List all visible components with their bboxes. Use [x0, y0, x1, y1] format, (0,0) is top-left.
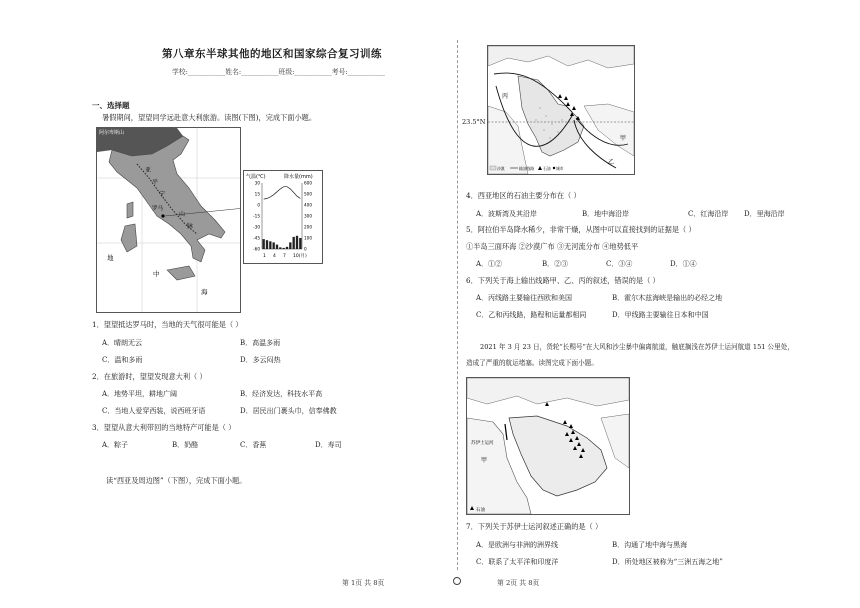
q4-stem: 4．西亚地区的石油主要分布在（ ）	[466, 191, 581, 200]
q1-option-d[interactable]: D．多云闷热	[240, 356, 281, 364]
q2-option-c[interactable]: C．当地人爱穿西装，说西班牙语	[102, 407, 206, 415]
q7-option-b[interactable]: B．沟通了地中海与黑海	[612, 541, 688, 549]
temp-tick-label: -45	[253, 235, 260, 241]
precip-tick-label: 500	[304, 191, 312, 197]
q1-stem: 1．望望抵达罗马时，当地的天气很可能是（ ）	[92, 320, 243, 329]
temp-tick-label: -30	[253, 224, 260, 230]
q6-option-c[interactable]: C．乙和丙线路，路程和运量都相同	[476, 311, 587, 319]
q2-option-b[interactable]: B．经济发达，科技水平高	[240, 390, 323, 398]
precip-bar	[286, 247, 288, 249]
q5-statements: ①半岛三面环海 ②沙漠广布 ③无河流分布 ④地势低平	[466, 242, 639, 251]
precip-bar	[266, 240, 268, 249]
precip-tick-label: 300	[304, 213, 312, 219]
month-label: 7	[283, 254, 286, 259]
q5-option-b[interactable]: B．②③	[542, 260, 569, 268]
label-hai: 海	[201, 288, 208, 296]
italy-map	[96, 127, 241, 313]
temp-tick-label: 0	[257, 202, 260, 208]
label-ping: 平	[152, 179, 159, 186]
legend-desert: 沙漠	[497, 166, 505, 171]
legend-oil-route: 输油线路	[519, 166, 535, 171]
label-ning: 宁	[159, 191, 166, 198]
lat-label: 23.5°N	[462, 118, 486, 126]
q5-option-a[interactable]: A．①②	[476, 260, 503, 268]
q7-option-a[interactable]: A．是欧洲与非洲的洲界线	[476, 541, 559, 549]
q5-stem: 5．阿拉伯半岛降水稀少，非常干燥，从图中可以直接找到的证据是（ ）	[466, 225, 696, 234]
route-label-yi: 乙	[608, 159, 615, 166]
temperature-curve	[264, 187, 301, 199]
westasia-map	[487, 45, 635, 175]
temp-tick-label: 30	[254, 180, 260, 186]
q2-stem: 2．在旅游时，望望发现意大利（ ）	[92, 372, 207, 381]
precip-tick-label: 600	[304, 180, 312, 186]
q7-option-d[interactable]: D．所处地区被称为“三洲五海之地”	[612, 558, 723, 566]
route-label-bing: 丙	[502, 93, 509, 100]
precip-bar	[263, 239, 265, 249]
q3-option-b[interactable]: B．奶酪	[172, 441, 199, 449]
temp-tick-label: -60	[253, 246, 260, 252]
precip-bar	[273, 242, 275, 249]
legend-oil: 石油	[543, 166, 551, 171]
q5-option-c[interactable]: C．③④	[606, 260, 633, 268]
label-shan: 山	[179, 211, 186, 218]
precip-tick-label: 0	[304, 246, 307, 252]
temp-axis-label: 气温(℃)	[246, 174, 266, 180]
precip-tick-label: 100	[304, 235, 312, 241]
q3-stem: 3．望望从意大利带回的当地特产可能是（ ）	[92, 423, 236, 432]
intro-westasia: 读“西亚及周边图”（下图），完成下面小题。	[106, 476, 247, 485]
precip-bar	[279, 247, 281, 249]
q3-option-c[interactable]: C．香蕉	[240, 441, 267, 449]
label-jia: 甲	[481, 457, 488, 464]
label-zhong: 中	[153, 270, 160, 278]
q4-option-d[interactable]: D．里海沿岸	[744, 210, 785, 218]
precip-tick-label: 200	[304, 224, 312, 230]
suez-map	[466, 377, 630, 515]
footer-page-left: 第 1页 共 8页	[342, 579, 385, 587]
q3-option-d[interactable]: D．寿司	[315, 441, 342, 449]
temp-tick-label: 15	[254, 191, 260, 197]
climate-chart-graphic	[244, 171, 322, 263]
month-label: 1	[263, 254, 266, 259]
precip-bar	[293, 237, 295, 249]
precip-bar	[299, 238, 301, 249]
intro-suez-line2: 造成了严重的航运堵塞。读图完成下面小题。	[466, 359, 598, 367]
legend-city: 城市	[556, 166, 564, 171]
page-title: 第八章东半球其他的地区和国家综合复习训练	[162, 48, 382, 60]
precip-axis-label: 降水量(mm)	[284, 174, 313, 180]
q2-option-a[interactable]: A．地势平坦，耕地广阔	[102, 390, 178, 398]
intro-italy: 暑假期间，望望同学远赴意大利旅游。读图(下图)，完成下面小题。	[102, 113, 317, 122]
westasia-map-graphic	[488, 46, 634, 174]
intro-suez-line1: 2021 年 3 月 23 日，货轮“长赐号”在大风和沙尘暴中偏离航道，触底搁浅在苏伊士运河航道 151 公里处，	[480, 343, 794, 351]
month-label: 10(月)	[293, 254, 307, 259]
q4-option-a[interactable]: A．波斯湾及其沿岸	[476, 210, 538, 218]
student-info-line: 学校:___________姓名:___________班级:___________考号:___________	[172, 68, 386, 76]
italy-map-graphic	[97, 128, 240, 312]
q7-stem: 7．下列关于苏伊士运河叙述正确的是（ ）	[466, 522, 603, 531]
label-alps: 阿尔卑斯山	[99, 130, 125, 136]
suez-map-graphic	[467, 378, 629, 514]
q2-option-d[interactable]: D．居民出门裹头巾，信奉佛教	[240, 407, 337, 415]
label-mai: 脉	[187, 223, 194, 230]
footer-page-right: 第 2页 共 8页	[497, 579, 540, 587]
month-label: 4	[273, 254, 276, 259]
rome-city-marker	[161, 214, 164, 217]
q1-option-c[interactable]: C．温和多雨	[102, 356, 143, 364]
label-di: 地	[107, 254, 114, 262]
q4-option-c[interactable]: C．红海沿岸	[688, 210, 729, 218]
precip-bar	[296, 236, 298, 249]
q6-stem: 6．下列关于海上输出线路甲、乙、丙的叙述，错误的是（ ）	[466, 276, 660, 285]
precip-bar	[276, 245, 278, 249]
q7-option-c[interactable]: C．联系了太平洋和印度洋	[476, 558, 559, 566]
q6-option-d[interactable]: D．甲线路主要输往日本和中国	[612, 311, 709, 319]
section-heading: 一、选择题	[92, 101, 130, 110]
binding-hole-icon	[453, 577, 461, 585]
q6-option-a[interactable]: A．丙线路主要输往西欧和美国	[476, 294, 573, 302]
precip-bar	[289, 242, 291, 249]
label-suez-canal: 苏伊士运河	[471, 441, 494, 446]
q6-option-b[interactable]: B．霍尔木兹海峡是输出的必经之地	[612, 294, 723, 302]
q5-option-d[interactable]: D．①④	[670, 260, 697, 268]
legend-oil-suez: 石油	[476, 508, 485, 513]
precip-bar	[269, 241, 271, 249]
q3-option-a[interactable]: A．粽子	[102, 441, 129, 449]
route-label-jia: 甲	[620, 135, 627, 142]
precip-bar	[283, 248, 285, 249]
q4-option-b[interactable]: B．地中海沿岸	[582, 210, 630, 218]
temp-tick-label: -15	[253, 213, 260, 219]
rome-climate-chart	[243, 170, 323, 264]
q1-option-a[interactable]: A．晴朗无云	[102, 339, 143, 347]
page-divider	[457, 40, 458, 570]
label-ya: 亚	[145, 167, 152, 174]
precip-tick-label: 400	[304, 202, 312, 208]
label-rome: 罗马	[152, 206, 164, 212]
q1-option-b[interactable]: B．高温多雨	[240, 339, 281, 347]
